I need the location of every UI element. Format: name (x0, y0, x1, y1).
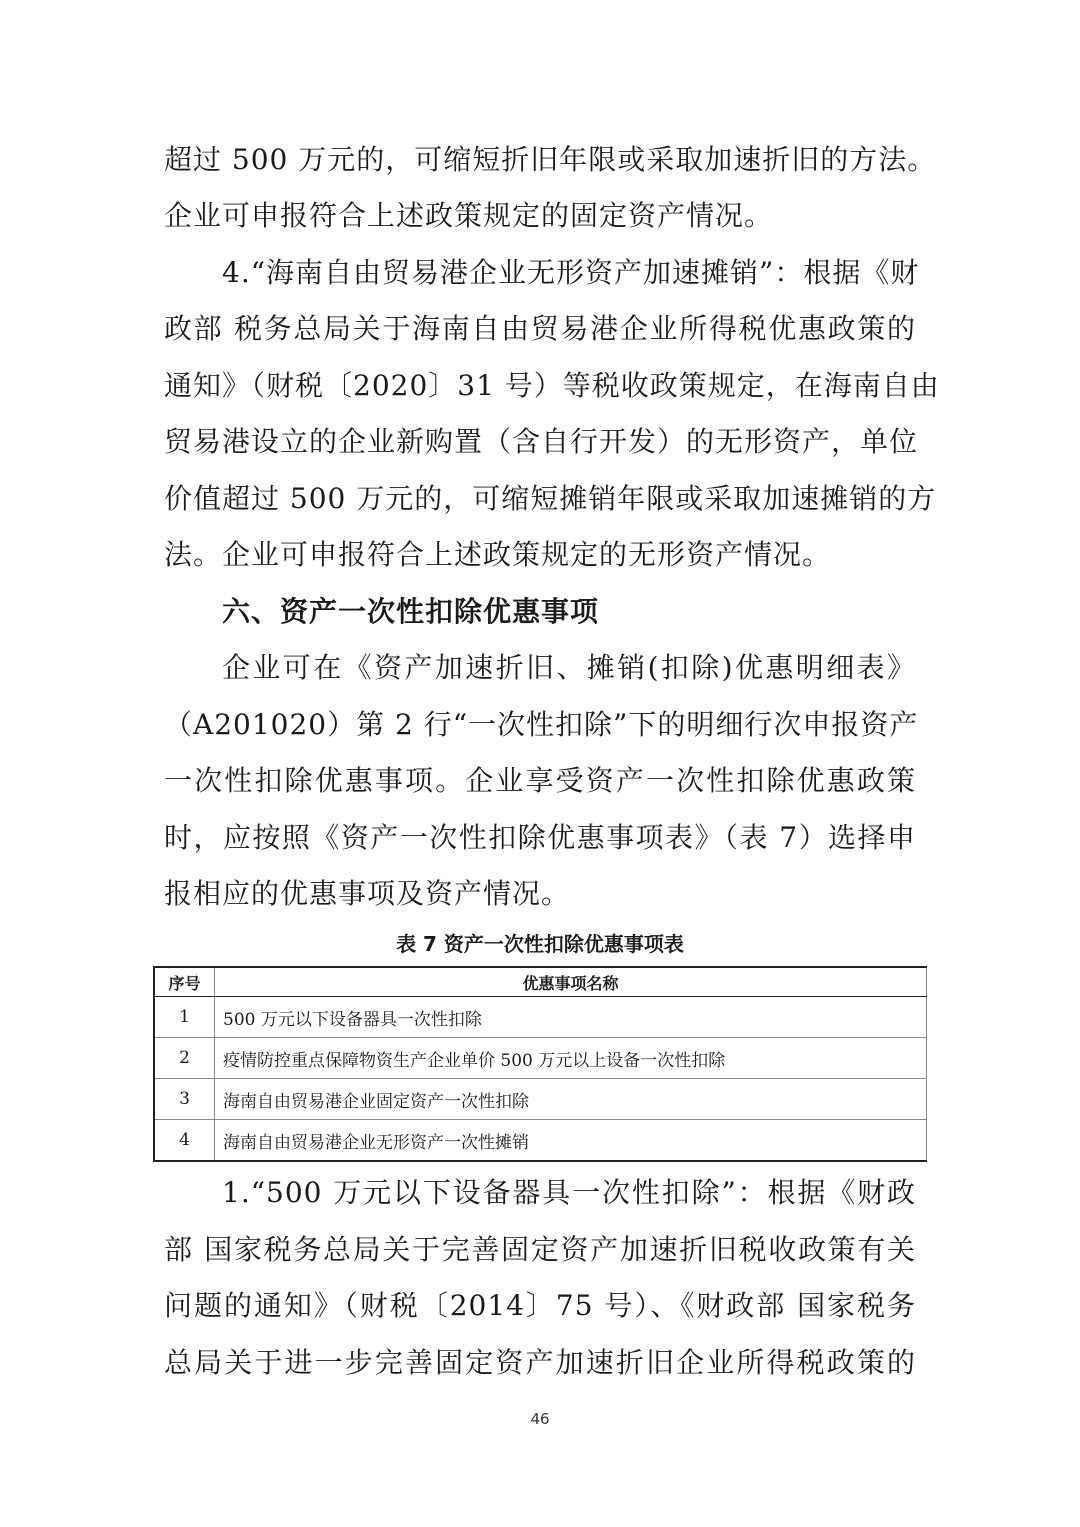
paragraph-line: 法。企业可申报符合上述政策规定的无形资产情况。 (164, 538, 832, 571)
paragraph-line: 总局关于进一步完善固定资产加速折旧企业所得税政策的 (164, 1346, 916, 1379)
paragraph-line: 通知》（财税〔2020〕31 号）等税收政策规定，在海南自由 (164, 369, 940, 402)
paragraph-line: 1.“500 万元以下设备器具一次性扣除”：根据《财政 (222, 1176, 916, 1209)
row-index: 2 (154, 1038, 215, 1079)
preference-items-table (153, 966, 927, 1162)
table-row (154, 1079, 927, 1120)
paragraph-line: 一次性扣除优惠事项。企业享受资产一次性扣除优惠政策 (164, 764, 916, 797)
column-header-index: 序号 (154, 967, 215, 997)
row-index: 4 (154, 1120, 215, 1162)
paragraph-line: 4.“海南自由贸易港企业无形资产加速摊销”：根据《财 (222, 256, 920, 289)
row-item-name: 海南自由贸易港企业无形资产一次性摊销 (215, 1120, 927, 1162)
row-item-name: 海南自由贸易港企业固定资产一次性扣除 (215, 1079, 927, 1120)
paragraph-line: 部 国家税务总局关于完善固定资产加速折旧税收政策有关 (164, 1233, 916, 1266)
row-item-name: 500 万元以下设备器具一次性扣除 (215, 997, 927, 1038)
column-header-name: 优惠事项名称 (215, 967, 927, 997)
paragraph-line: 企业可在《资产加速折旧、摊销(扣除)优惠明细表》 (222, 651, 916, 684)
row-item-name: 疫情防控重点保障物资生产企业单价 500 万元以上设备一次性扣除 (215, 1038, 927, 1079)
row-index: 1 (154, 997, 215, 1038)
table-row (154, 1120, 927, 1162)
table-header-row (154, 967, 927, 997)
paragraph-line: 贸易港设立的企业新购置（含自行开发）的无形资产，单位 (164, 425, 919, 458)
paragraph-line: （A201020）第 2 行“一次性扣除”下的明细行次申报资产 (164, 708, 919, 741)
row-index: 3 (154, 1079, 215, 1120)
table-row (154, 1038, 927, 1079)
paragraph-line: 政部 税务总局关于海南自由贸易港企业所得税优惠政策的 (164, 312, 916, 345)
paragraph-line: 时，应按照《资产一次性扣除优惠事项表》（表 7）选择申 (164, 821, 916, 854)
paragraph-line: 报相应的优惠事项及资产情况。 (164, 877, 571, 910)
section-heading: 六、资产一次性扣除优惠事项 (222, 595, 600, 628)
page-number: 46 (530, 1410, 550, 1428)
paragraph-line: 超过 500 万元的，可缩短折旧年限或采取加速折旧的方法。 (164, 143, 937, 176)
table-caption: 表 7 资产一次性扣除优惠事项表 (396, 932, 684, 956)
paragraph-line: 企业可申报符合上述政策规定的固定资产情况。 (164, 199, 774, 232)
paragraph-line: 价值超过 500 万元的，可缩短摊销年限或采取加速摊销的方 (164, 482, 937, 515)
paragraph-line: 问题的通知》（财税〔2014〕75 号）、《财政部 国家税务 (164, 1289, 916, 1322)
table-row (154, 997, 927, 1038)
